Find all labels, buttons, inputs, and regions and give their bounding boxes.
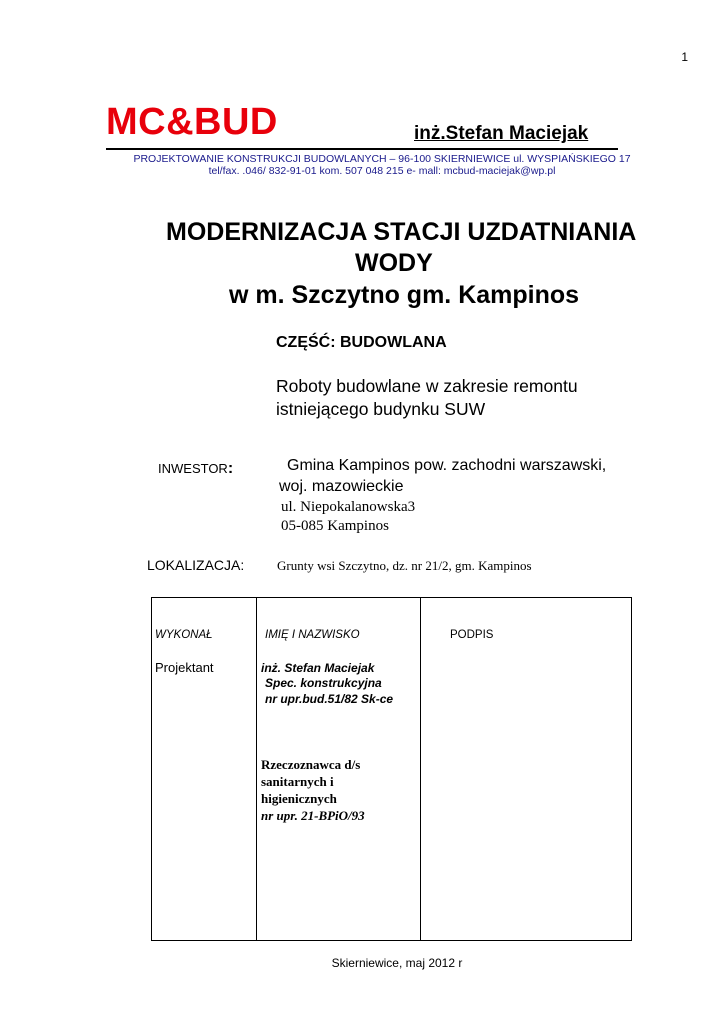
title-line-2: WODY bbox=[355, 249, 433, 277]
investor-street: ul. Niepokalanowska3 bbox=[281, 499, 416, 515]
role-designer: Projektant bbox=[155, 660, 214, 675]
table-column-divider-1 bbox=[256, 598, 257, 940]
scope-line-2: istniejącego budynku SUW bbox=[276, 399, 486, 419]
investor-postcode: 05-085 Kampinos bbox=[281, 518, 389, 534]
expert-line-3: higienicznych bbox=[261, 791, 337, 806]
expert-line-1: Rzeczoznawca d/s bbox=[261, 757, 361, 772]
location-value: Grunty wsi Szczytno, dz. nr 21/2, gm. Kampinos bbox=[277, 558, 532, 573]
contact-line: tel/fax. .046/ 832-91-01 kom. 507 048 215 e- mall: mcbud-maciejak@wp.pl bbox=[208, 165, 556, 177]
engineer-name: inż.Stefan Maciejak bbox=[414, 123, 589, 144]
location-label: LOKALIZACJA: bbox=[147, 557, 245, 573]
investor-label bbox=[158, 460, 233, 478]
address-line-1: PROJEKTOWANIE KONSTRUKCJI BUDOWLANYCH – 96-100 SKIERNIEWICE ul. WYSPIAŃSKIEGO 17 bbox=[133, 153, 631, 165]
signature-table bbox=[151, 597, 632, 941]
header-name: IMIĘ I NAZWISKO bbox=[265, 629, 360, 641]
scope-line-1: Roboty budowlane w zakresie remontu bbox=[276, 376, 578, 396]
investor-label-colon: : bbox=[227, 460, 234, 477]
designer-specialty: Spec. konstrukcyjna bbox=[265, 676, 382, 690]
investor-line-2: woj. mazowieckie bbox=[279, 478, 404, 495]
document-part: CZĘŚĆ: BUDOWLANA bbox=[276, 334, 447, 351]
title-line-3: w m. Szczytno gm. Kampinos bbox=[229, 281, 580, 309]
expert-license: nr upr. 21-BPiO/93 bbox=[261, 808, 365, 823]
footer-place-date: Skierniewice, maj 2012 r bbox=[331, 956, 463, 970]
investor-label-text: INWESTOR bbox=[158, 461, 228, 476]
table-column-divider-2 bbox=[420, 598, 421, 940]
page-number: 1 bbox=[681, 50, 688, 64]
designer-license: nr upr.bud.51/82 Sk-ce bbox=[265, 692, 394, 706]
company-logo: MC&BUD bbox=[106, 101, 278, 143]
expert-line-2: sanitarnych i bbox=[261, 774, 334, 789]
investor-line-1: Gmina Kampinos pow. zachodni warszawski, bbox=[287, 457, 607, 474]
title-line-1: MODERNIZACJA STACJI UZDATNIANIA bbox=[166, 218, 637, 246]
designer-name: inż. Stefan Maciejak bbox=[261, 661, 375, 675]
header-signature: PODPIS bbox=[450, 629, 494, 641]
header-divider bbox=[106, 148, 618, 150]
header-executed: WYKONAŁ bbox=[155, 629, 213, 641]
